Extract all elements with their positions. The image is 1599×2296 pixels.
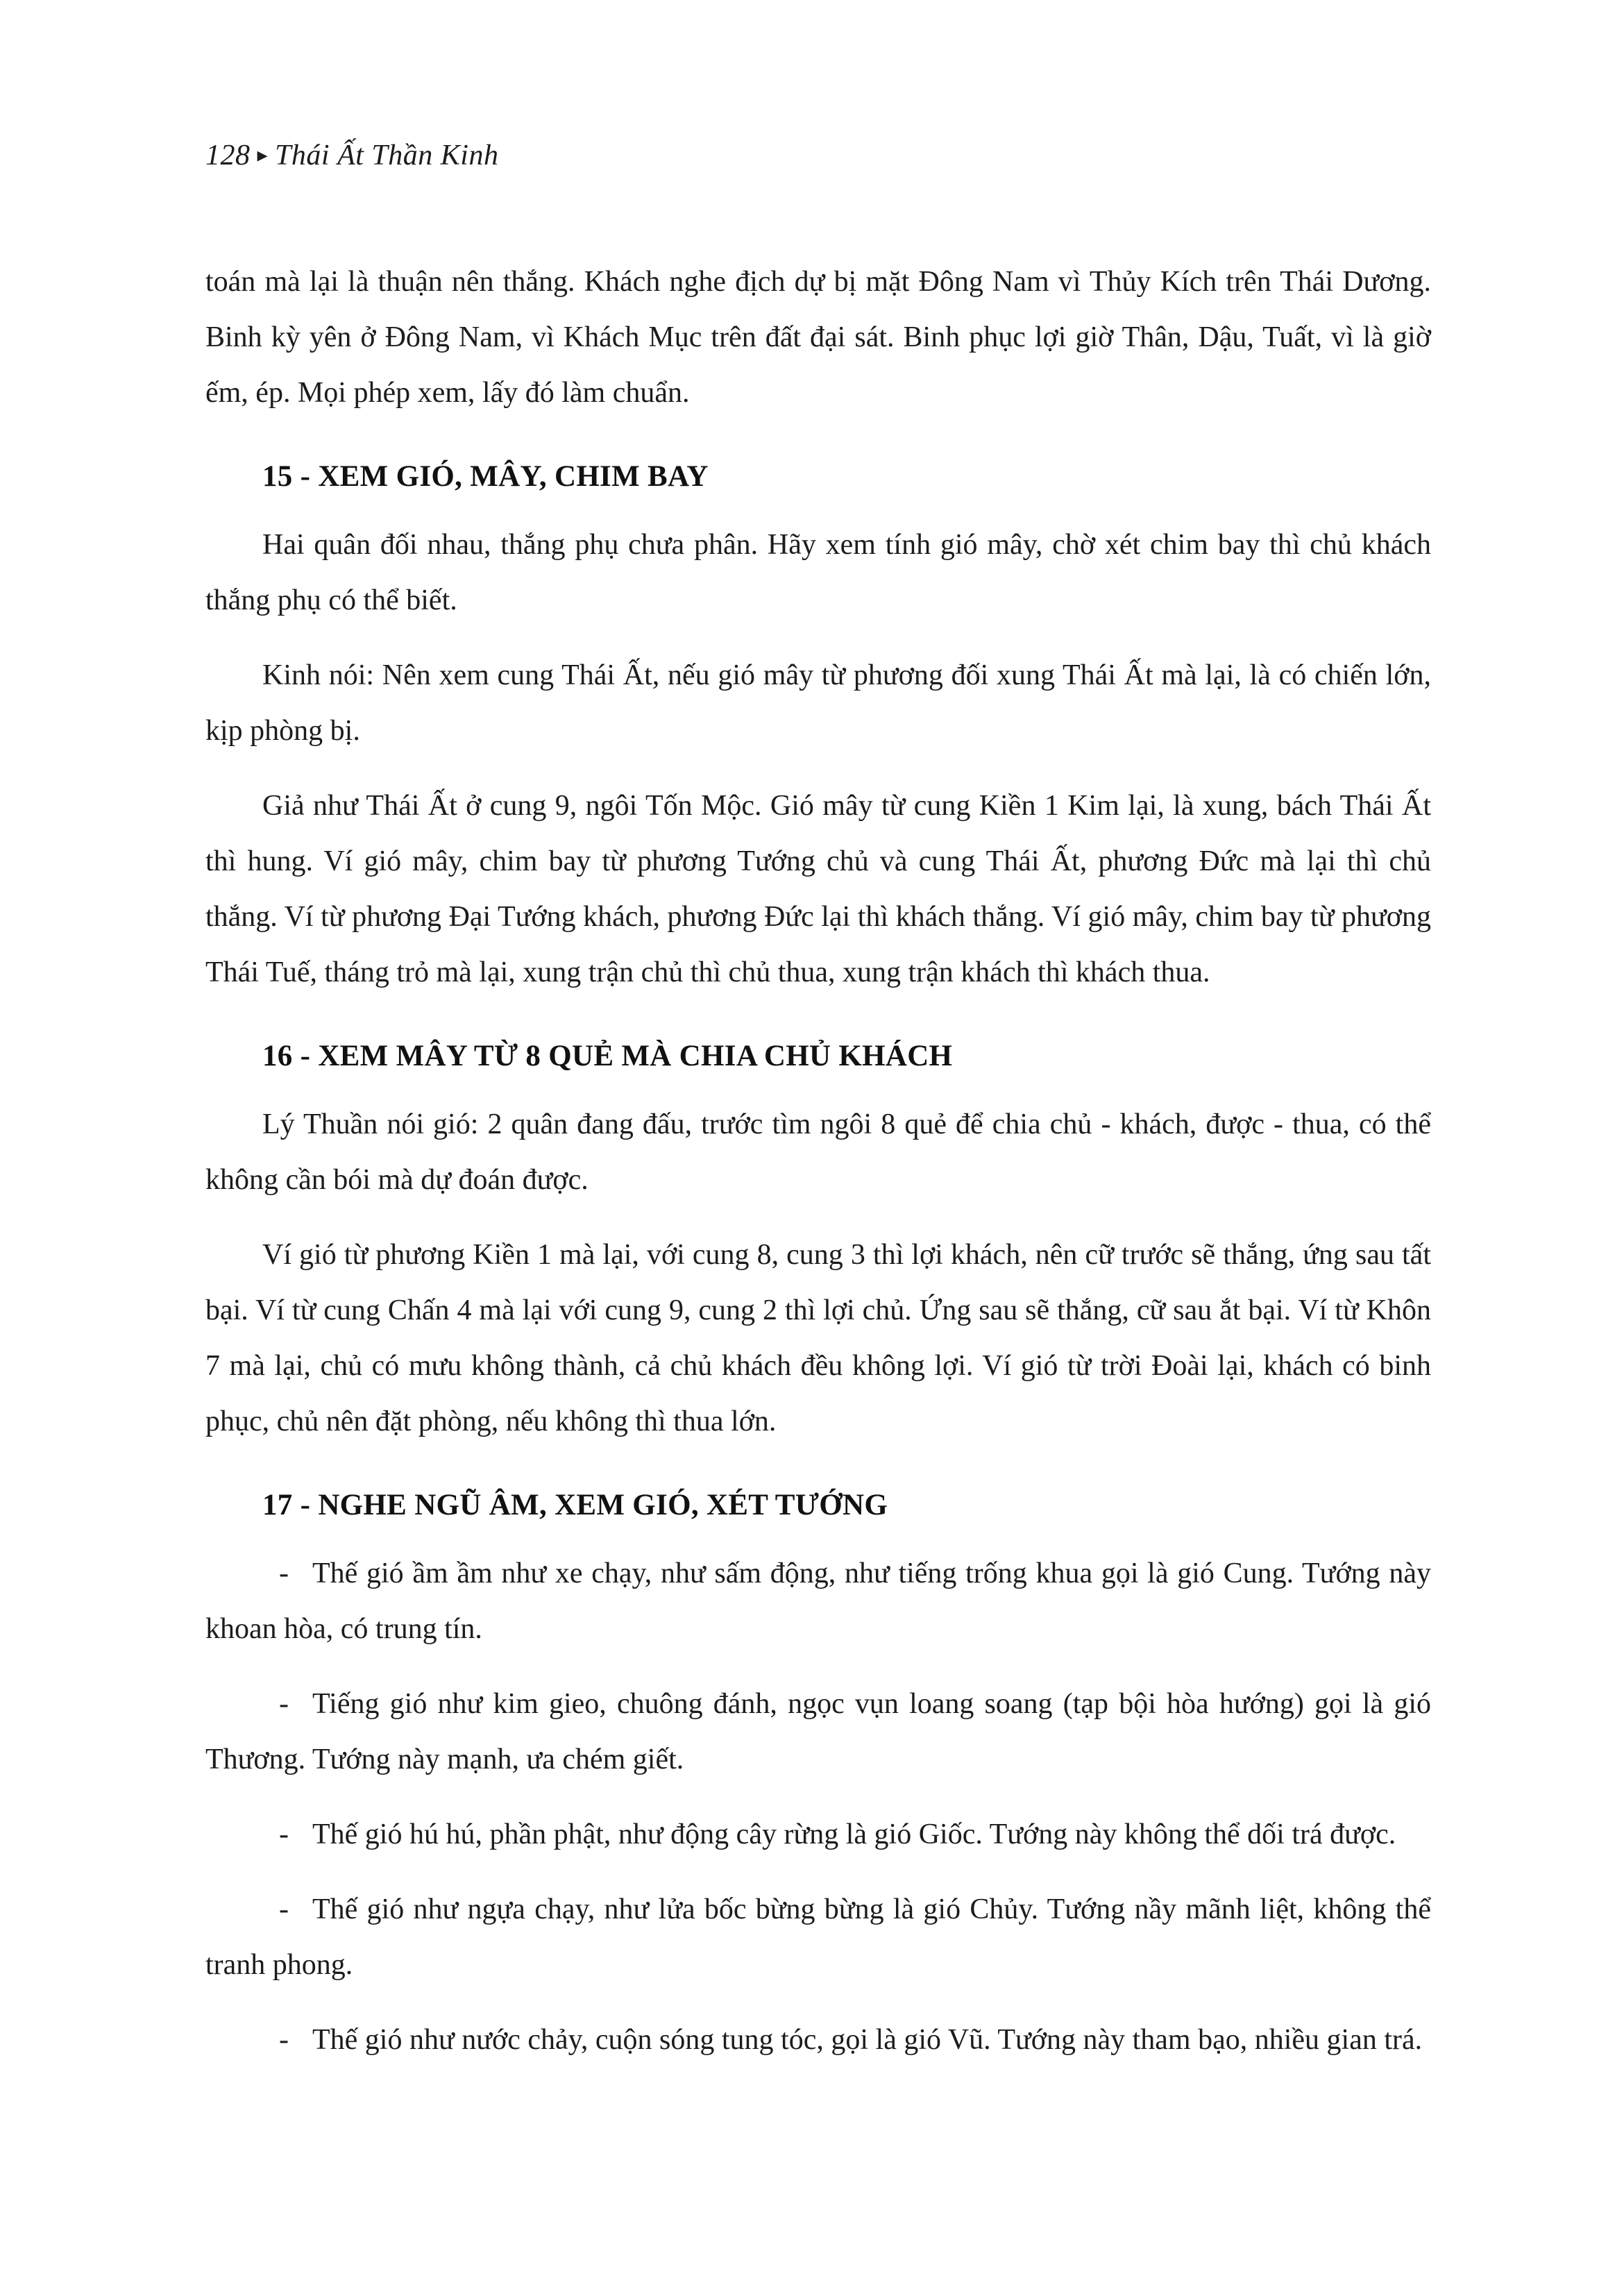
list-item-dash: - [279, 1893, 289, 1925]
section-heading: 16 - XEM MÂY TỪ 8 QUẺ MÀ CHIA CHỦ KHÁCH [262, 1040, 953, 1072]
list-item: - Thế gió như nước chảy, cuộn sóng tung tóc, gọi là gió Vũ. Tướng này tham bạo, nhiều gian trá. [279, 2024, 1423, 2056]
list-item-dash: - [279, 1818, 289, 1850]
paragraph: Lý Thuần nói gió: 2 quân đang đấu, trước tìm ngôi 8 quẻ để chia chủ - khách, được - thua, có thể không cần bói mà dự đoán được. [205, 1108, 1431, 1196]
list-item-dash: - [279, 1688, 289, 1720]
page-number: 128 [205, 140, 251, 171]
paragraph: Giả như Thái Ất ở cung 9, ngôi Tốn Mộc. Gió mây từ cung Kiền 1 Kim lại, là xung, bách Thái Ất thì hung. Ví gió mây, chim bay từ phương Tướng chủ và cung Thái Ất, phương Đức mà lại thì chủ thắng. Ví từ phương Đại Tướng khách, phương Đức lại thì khách thắng. Ví gió mây, chim bay từ phương Thái Tuế, tháng trỏ mà lại, xung trận chủ thì chủ thua, xung trận khách thì khách thua. [205, 790, 1431, 988]
page-content [205, 254, 1431, 2068]
section-heading: 15 - XEM GIÓ, MÂY, CHIM BAY [262, 460, 709, 493]
running-header [205, 139, 1431, 172]
list-item-dash: - [279, 2024, 289, 2056]
paragraph: Kinh nói: Nên xem cung Thái Ất, nếu gió mây từ phương đối xung Thái Ất mà lại, là có chiến lớn, kịp phòng bị. [205, 659, 1431, 747]
header-separator-icon: ▸ [257, 144, 269, 167]
section-heading: 17 - NGHE NGŨ ÂM, XEM GIÓ, XÉT TƯỚNG [262, 1489, 888, 1521]
list-item: - Thế gió như ngựa chạy, như lửa bốc bừng bừng là gió Chủy. Tướng nầy mãnh liệt, không thể tranh phong. [205, 1893, 1431, 1981]
list-item: - Thế gió ầm ầm như xe chạy, như sấm động, như tiếng trống khua gọi là gió Cung. Tướng này khoan hòa, có trung tín. [205, 1558, 1431, 1645]
book-title: Thái Ất Thần Kinh [275, 140, 499, 171]
list-item: - Thế gió hú hú, phần phật, như động cây rừng là gió Giốc. Tướng này không thể dối trá được. [279, 1818, 1396, 1850]
paragraph: Ví gió từ phương Kiền 1 mà lại, với cung 8, cung 3 thì lợi khách, nên cữ trước sẽ thắng, ứng sau tất bại. Ví từ cung Chấn 4 mà lại với cung 9, cung 2 thì lợi chủ. Ứng sau sẽ thắng, cữ sau ắt bại. Ví từ Khôn 7 mà lại, chủ có mưu không thành, cả chủ khách đều không lợi. Ví gió từ trời Đoài lại, khách có binh phục, chủ nên đặt phòng, nếu không thì thua lớn. [205, 1239, 1431, 1437]
list-item: - Tiếng gió như kim gieo, chuông đánh, ngọc vụn loang soang (tạp bội hòa hướng) gọi là gió Thương. Tướng này mạnh, ưa chém giết. [205, 1688, 1431, 1775]
paragraph: Hai quân đối nhau, thắng phụ chưa phân. Hãy xem tính gió mây, chờ xét chim bay thì chủ khách thắng phụ có thể biết. [205, 529, 1431, 616]
list-item-dash: - [279, 1558, 289, 1589]
paragraph: toán mà lại là thuận nên thắng. Khách nghe địch dự bị mặt Đông Nam vì Thủy Kích trên Thái Dương. Binh kỳ yên ở Đông Nam, vì Khách Mục trên đất đại sát. Binh phục lợi giờ Thân, Dậu, Tuất, vì là giờ ếm, ép. Mọi phép xem, lấy đó làm chuẩn. [205, 266, 1431, 409]
